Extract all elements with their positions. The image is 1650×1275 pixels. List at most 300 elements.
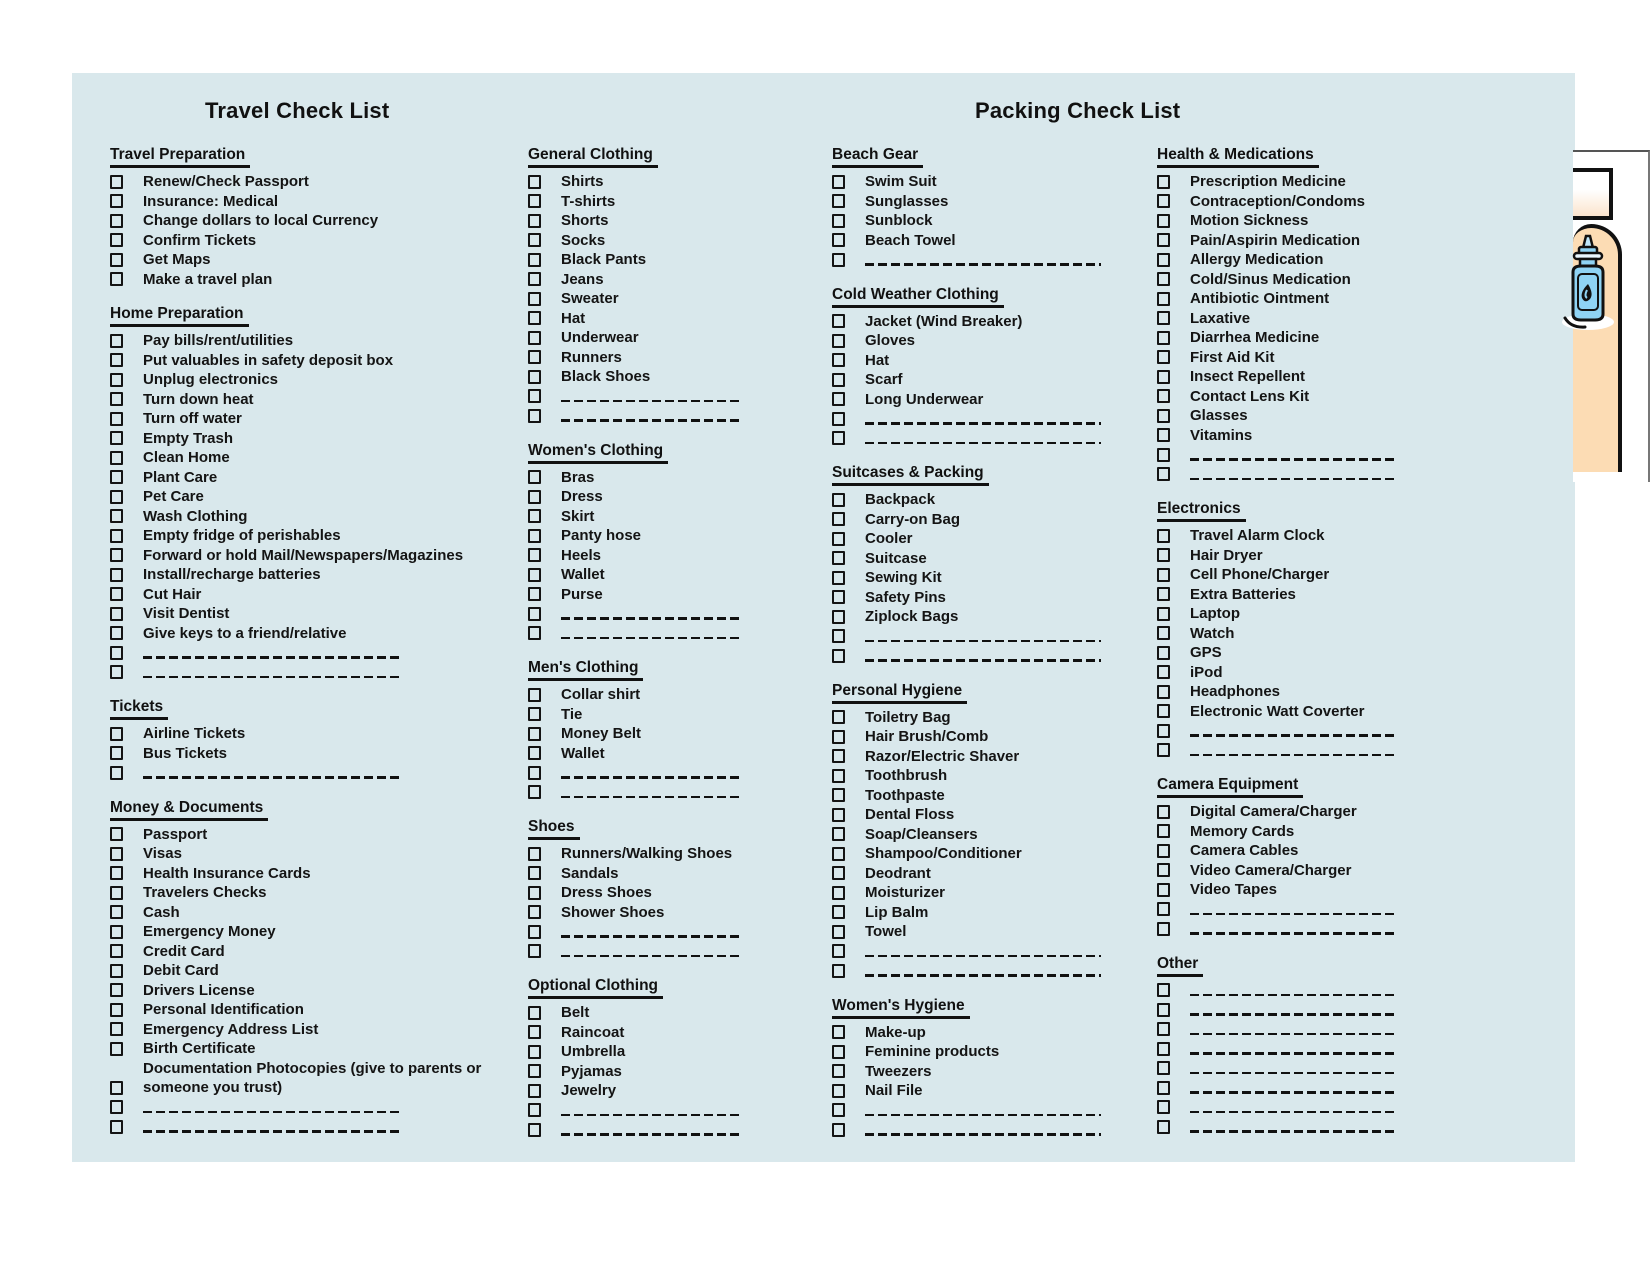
checkbox[interactable]	[1157, 568, 1170, 582]
checkbox[interactable]	[1157, 1022, 1170, 1036]
item-label: Bus Tickets	[143, 744, 227, 762]
checklist-row	[1157, 192, 1477, 212]
checklist-row	[832, 627, 1144, 647]
checkbox[interactable]	[110, 214, 123, 228]
checkbox[interactable]	[832, 392, 845, 406]
checkbox[interactable]	[832, 353, 845, 367]
checkbox[interactable]	[110, 253, 123, 267]
checklist-row	[528, 585, 828, 605]
item-label: Cell Phone/Charger	[1190, 566, 1330, 583]
checkbox[interactable]	[1157, 743, 1170, 757]
checkbox[interactable]	[110, 451, 123, 465]
checklist-row	[110, 1117, 522, 1137]
checkbox[interactable]	[110, 983, 123, 997]
item-label: Unplug electronics	[143, 371, 279, 388]
checkbox[interactable]	[832, 214, 845, 228]
checkbox[interactable]	[528, 194, 541, 208]
checkbox[interactable]	[832, 944, 845, 958]
checklist-row	[110, 864, 522, 884]
checkbox[interactable]	[110, 1120, 123, 1134]
fill-in-line	[1190, 478, 1397, 481]
section-heading: Shoes	[528, 818, 828, 840]
checkbox[interactable]	[832, 590, 845, 604]
checklist-row	[832, 568, 1144, 588]
section-money-documents	[110, 799, 522, 1137]
item-label: Make-up	[865, 1023, 926, 1041]
item-label: Black Pants	[561, 251, 647, 268]
item-label: Toothbrush	[865, 767, 948, 784]
checkbox[interactable]	[110, 626, 123, 640]
checkbox[interactable]	[1157, 587, 1170, 601]
checkbox[interactable]	[1157, 824, 1170, 838]
checkbox[interactable]	[110, 373, 123, 387]
fill-in-line	[1190, 1033, 1397, 1036]
checkbox[interactable]	[528, 272, 541, 286]
item-label: Clean Home	[143, 449, 230, 466]
checklist-row	[528, 270, 828, 290]
checkbox[interactable]	[832, 629, 845, 643]
checklist-row	[832, 903, 1144, 923]
checkbox[interactable]	[110, 1003, 123, 1017]
checkbox[interactable]	[110, 233, 123, 247]
fill-in-line	[1190, 734, 1397, 737]
checklist-row	[110, 429, 522, 449]
checkbox[interactable]	[832, 1025, 845, 1039]
checkbox[interactable]	[832, 532, 845, 546]
checkbox[interactable]	[110, 746, 123, 760]
item-label: Plant Care	[143, 468, 218, 486]
checkbox[interactable]	[110, 509, 123, 523]
checkbox[interactable]	[832, 194, 845, 208]
item-label: Renew/Check Passport	[143, 173, 309, 190]
item-label: Health Insurance Cards	[143, 864, 311, 882]
checkbox[interactable]	[528, 490, 541, 504]
item-label: Memory Cards	[1190, 822, 1295, 840]
item-label: Personal Identification	[143, 1001, 304, 1018]
checklist-row	[1157, 426, 1477, 446]
checkbox[interactable]	[528, 214, 541, 228]
checkbox[interactable]	[1157, 292, 1170, 306]
checkbox[interactable]	[110, 334, 123, 348]
checklist-row	[110, 981, 522, 1001]
checkbox[interactable]	[528, 311, 541, 325]
item-label: Beach Towel	[865, 231, 956, 249]
checklist-row	[832, 1042, 1144, 1062]
checkbox[interactable]	[528, 925, 541, 939]
section-other	[1157, 955, 1477, 1137]
checkbox[interactable]	[528, 350, 541, 364]
checkbox[interactable]	[528, 1103, 541, 1117]
checkbox[interactable]	[832, 649, 845, 663]
section-heading: Home Preparation	[110, 305, 522, 327]
checkbox[interactable]	[832, 493, 845, 507]
checklist-row	[528, 309, 828, 329]
checkbox[interactable]	[1157, 214, 1170, 228]
checkbox[interactable]	[1157, 1061, 1170, 1075]
checkbox[interactable]	[1157, 272, 1170, 286]
checklist-row	[832, 825, 1144, 845]
fill-in-line	[1190, 913, 1397, 916]
checkbox[interactable]	[832, 314, 845, 328]
item-label: Shorts	[561, 212, 609, 229]
checkbox[interactable]	[832, 1084, 845, 1098]
checkbox[interactable]	[110, 1081, 123, 1095]
checklist-row	[832, 708, 1144, 728]
checkbox[interactable]	[528, 905, 541, 919]
medicine-bottle-icon	[1561, 234, 1615, 332]
checklist-row	[1157, 900, 1477, 920]
checklist-row	[110, 883, 522, 903]
checkbox[interactable]	[1157, 467, 1170, 481]
checkbox[interactable]	[528, 1084, 541, 1098]
checkbox[interactable]	[832, 1064, 845, 1078]
checklist-row	[528, 192, 828, 212]
checkbox[interactable]	[832, 710, 845, 724]
checklist-row	[528, 705, 828, 725]
section-home-preparation	[110, 305, 522, 682]
checkbox[interactable]	[1157, 863, 1170, 877]
item-label: Runners	[561, 348, 622, 366]
checkbox[interactable]	[110, 412, 123, 426]
checkbox[interactable]	[1157, 233, 1170, 247]
item-label: Cut Hair	[143, 585, 202, 603]
checkbox[interactable]	[832, 431, 845, 445]
item-label: Black Shoes	[561, 368, 651, 385]
item-label: Razor/Electric Shaver	[865, 747, 1020, 765]
fill-in-line	[865, 422, 1101, 425]
checkbox[interactable]	[110, 194, 123, 208]
checkbox[interactable]	[832, 847, 845, 861]
checkbox[interactable]	[110, 646, 123, 660]
checklist-row	[110, 565, 522, 585]
checklist-row	[110, 643, 522, 663]
checkbox[interactable]	[110, 490, 123, 504]
checkbox[interactable]	[110, 766, 123, 780]
checklist-row	[832, 747, 1144, 767]
item-label: Pet Care	[143, 488, 204, 505]
item-label: Video Camera/Charger	[1190, 861, 1352, 879]
item-label: Empty Trash	[143, 429, 234, 447]
item-label: Allergy Medication	[1190, 251, 1324, 268]
fill-in-line	[865, 263, 1101, 266]
checkbox[interactable]	[110, 568, 123, 582]
checkbox[interactable]	[110, 727, 123, 741]
checkbox[interactable]	[528, 509, 541, 523]
section-health-medications	[1157, 146, 1477, 484]
item-label: Passport	[143, 825, 208, 843]
checklist-row	[110, 1059, 522, 1098]
checkbox[interactable]	[832, 788, 845, 802]
checkbox[interactable]	[1157, 844, 1170, 858]
checkbox[interactable]	[528, 370, 541, 384]
checkbox[interactable]	[528, 707, 541, 721]
checklist-row	[832, 1062, 1144, 1082]
item-label: Sandals	[561, 864, 619, 882]
item-label: iPod	[1190, 663, 1223, 681]
checkbox[interactable]	[1157, 805, 1170, 819]
item-label: Carry-on Bag	[865, 510, 961, 528]
checklist-row	[832, 864, 1144, 884]
checkbox[interactable]	[528, 175, 541, 189]
checkbox[interactable]	[1157, 389, 1170, 403]
travel-checklist-title: Travel Check List	[205, 98, 390, 123]
item-label: Confirm Tickets	[143, 231, 257, 249]
checkbox[interactable]	[110, 529, 123, 543]
checkbox[interactable]	[832, 571, 845, 585]
item-label: Swim Suit	[865, 173, 937, 190]
checkbox[interactable]	[832, 749, 845, 763]
checklist-row	[1157, 981, 1477, 1001]
checkbox[interactable]	[1157, 194, 1170, 208]
checkbox[interactable]	[110, 607, 123, 621]
checkbox[interactable]	[1157, 665, 1170, 679]
checkbox[interactable]	[1157, 1081, 1170, 1095]
item-label: Dress	[561, 488, 603, 505]
fill-in-line	[561, 400, 743, 403]
checklist-row	[832, 1023, 1144, 1043]
checkbox[interactable]	[528, 1006, 541, 1020]
item-label: Turn off water	[143, 410, 242, 427]
checkbox[interactable]	[110, 1022, 123, 1036]
checkbox[interactable]	[528, 409, 541, 423]
checkbox[interactable]	[528, 886, 541, 900]
checkbox[interactable]	[528, 727, 541, 741]
checklist-row	[1157, 1098, 1477, 1118]
checkbox[interactable]	[528, 1025, 541, 1039]
checklist-row	[832, 588, 1144, 608]
checkbox[interactable]	[832, 373, 845, 387]
checkbox[interactable]	[1157, 370, 1170, 384]
checklist-row	[1157, 289, 1477, 309]
checkbox[interactable]	[110, 1100, 123, 1114]
section-heading: General Clothing	[528, 146, 828, 168]
checklist-row	[528, 1003, 828, 1023]
section-heading: Money & Documents	[110, 799, 522, 821]
checkbox[interactable]	[528, 688, 541, 702]
checkbox[interactable]	[832, 866, 845, 880]
checkbox[interactable]	[832, 886, 845, 900]
checkbox[interactable]	[1157, 1003, 1170, 1017]
checkbox[interactable]	[528, 1064, 541, 1078]
column-health-electronics	[1157, 146, 1477, 1137]
checkbox[interactable]	[832, 808, 845, 822]
checkbox[interactable]	[832, 827, 845, 841]
section-heading: Beach Gear	[832, 146, 1144, 168]
fill-in-line	[1190, 994, 1397, 997]
fill-in-line	[561, 935, 743, 938]
checkbox[interactable]	[832, 1123, 845, 1137]
checkbox[interactable]	[1157, 331, 1170, 345]
item-label: Airline Tickets	[143, 725, 246, 742]
checkbox[interactable]	[832, 175, 845, 189]
checkbox[interactable]	[110, 827, 123, 841]
checkbox[interactable]	[1157, 350, 1170, 364]
section-heading: Other	[1157, 955, 1477, 977]
section-personal-hygiene	[832, 682, 1144, 981]
checkbox[interactable]	[528, 847, 541, 861]
item-label: Hat	[865, 351, 890, 369]
checkbox[interactable]	[110, 665, 123, 679]
item-label: Motion Sickness	[1190, 212, 1309, 229]
item-label: Long Underwear	[865, 390, 984, 408]
checklist-row	[1157, 841, 1477, 861]
checkbox[interactable]	[528, 607, 541, 621]
checkbox[interactable]	[528, 389, 541, 403]
fill-in-line	[1190, 1052, 1397, 1055]
section-heading: Men's Clothing	[528, 659, 828, 681]
checkbox[interactable]	[832, 925, 845, 939]
checkbox[interactable]	[1157, 646, 1170, 660]
checklist-row	[1157, 880, 1477, 900]
checkbox[interactable]	[528, 944, 541, 958]
checkbox[interactable]	[1157, 704, 1170, 718]
checkbox[interactable]	[832, 233, 845, 247]
checklist-row	[528, 507, 828, 527]
item-label: Heels	[561, 546, 602, 564]
checkbox[interactable]	[1157, 922, 1170, 936]
checkbox[interactable]	[1157, 607, 1170, 621]
checkbox[interactable]	[832, 1103, 845, 1117]
checkbox[interactable]	[528, 529, 541, 543]
item-label: Emergency Address List	[143, 1020, 319, 1038]
checkbox[interactable]	[110, 431, 123, 445]
checkbox[interactable]	[1157, 409, 1170, 423]
checkbox[interactable]	[110, 1042, 123, 1056]
checkbox[interactable]	[832, 512, 845, 526]
item-label: Diarrhea Medicine	[1190, 329, 1320, 346]
checkbox[interactable]	[528, 1045, 541, 1059]
fill-in-line	[561, 796, 743, 799]
checkbox[interactable]	[528, 785, 541, 799]
checkbox[interactable]	[110, 905, 123, 919]
checklist-row	[528, 922, 828, 942]
checkbox[interactable]	[110, 866, 123, 880]
checklist-row	[110, 744, 522, 764]
checkbox[interactable]	[1157, 1120, 1170, 1134]
checkbox[interactable]	[1157, 175, 1170, 189]
checkbox[interactable]	[528, 470, 541, 484]
checkbox[interactable]	[528, 1123, 541, 1137]
checkbox[interactable]	[1157, 983, 1170, 997]
checkbox[interactable]	[832, 769, 845, 783]
checkbox[interactable]	[110, 392, 123, 406]
checkbox[interactable]	[528, 292, 541, 306]
checklist-row	[528, 903, 828, 923]
checkbox[interactable]	[528, 233, 541, 247]
checklist-row	[528, 328, 828, 348]
checklist-row	[110, 922, 522, 942]
checkbox[interactable]	[1157, 311, 1170, 325]
checklist-row	[832, 844, 1144, 864]
item-label: Lip Balm	[865, 903, 929, 921]
item-label: Skirt	[561, 507, 595, 525]
checklist-row	[110, 192, 522, 212]
checkbox[interactable]	[528, 587, 541, 601]
checkbox[interactable]	[832, 610, 845, 624]
checkbox[interactable]	[110, 944, 123, 958]
checklist-row	[1157, 546, 1477, 566]
item-label: Drivers License	[143, 981, 255, 999]
checkbox[interactable]	[1157, 883, 1170, 897]
item-label: Visas	[143, 845, 182, 862]
checkbox[interactable]	[832, 964, 845, 978]
item-label: Nail File	[865, 1082, 923, 1099]
checkbox[interactable]	[1157, 626, 1170, 640]
checkbox[interactable]	[1157, 724, 1170, 738]
checkbox[interactable]	[110, 353, 123, 367]
checklist-row	[832, 942, 1144, 962]
checklist-row	[1157, 309, 1477, 329]
checklist-row	[110, 961, 522, 981]
checkbox[interactable]	[110, 964, 123, 978]
checkbox[interactable]	[832, 1045, 845, 1059]
fill-in-line	[865, 955, 1101, 958]
item-label: Forward or hold Mail/Newspapers/Magazines	[143, 546, 464, 564]
checkbox[interactable]	[110, 847, 123, 861]
checkbox[interactable]	[528, 626, 541, 640]
checkbox[interactable]	[832, 730, 845, 744]
checkbox[interactable]	[1157, 685, 1170, 699]
checklist-row	[110, 487, 522, 507]
checkbox[interactable]	[528, 568, 541, 582]
checkbox[interactable]	[832, 905, 845, 919]
checkbox[interactable]	[528, 746, 541, 760]
checkbox[interactable]	[110, 548, 123, 562]
checkbox[interactable]	[528, 331, 541, 345]
item-label: Gloves	[865, 332, 916, 349]
checkbox[interactable]	[528, 866, 541, 880]
item-label: Towel	[865, 923, 907, 940]
fill-in-line	[561, 955, 743, 958]
checkbox[interactable]	[1157, 548, 1170, 562]
checkbox[interactable]	[832, 253, 845, 267]
checkbox[interactable]	[832, 334, 845, 348]
checkbox[interactable]	[110, 175, 123, 189]
checkbox[interactable]	[528, 548, 541, 562]
item-label: Tie	[561, 705, 583, 723]
checkbox[interactable]	[832, 412, 845, 426]
checklist-row	[528, 744, 828, 764]
checklist-row	[832, 786, 1144, 806]
checkbox[interactable]	[832, 551, 845, 565]
checklist-row	[1157, 565, 1477, 585]
checkbox[interactable]	[1157, 448, 1170, 462]
checkbox[interactable]	[528, 253, 541, 267]
checkbox[interactable]	[110, 470, 123, 484]
checkbox[interactable]	[110, 272, 123, 286]
fill-in-line	[1190, 1111, 1397, 1114]
item-label: Safety Pins	[865, 588, 946, 606]
checkbox[interactable]	[1157, 1100, 1170, 1114]
checklist-row	[832, 883, 1144, 903]
checkbox[interactable]	[1157, 1042, 1170, 1056]
item-label: Runners/Walking Shoes	[561, 845, 733, 862]
checkbox[interactable]	[1157, 902, 1170, 916]
checkbox[interactable]	[110, 925, 123, 939]
item-label: Prescription Medicine	[1190, 173, 1346, 190]
checkbox[interactable]	[1157, 428, 1170, 442]
item-label: Scarf	[865, 371, 903, 388]
checkbox[interactable]	[1157, 529, 1170, 543]
checkbox[interactable]	[110, 886, 123, 900]
column-clothing	[528, 146, 828, 1140]
checklist-row	[1157, 348, 1477, 368]
checkbox[interactable]	[528, 766, 541, 780]
checkbox[interactable]	[1157, 253, 1170, 267]
checkbox[interactable]	[110, 587, 123, 601]
item-label: Extra Batteries	[1190, 585, 1296, 603]
item-label: T-shirts	[561, 192, 616, 210]
